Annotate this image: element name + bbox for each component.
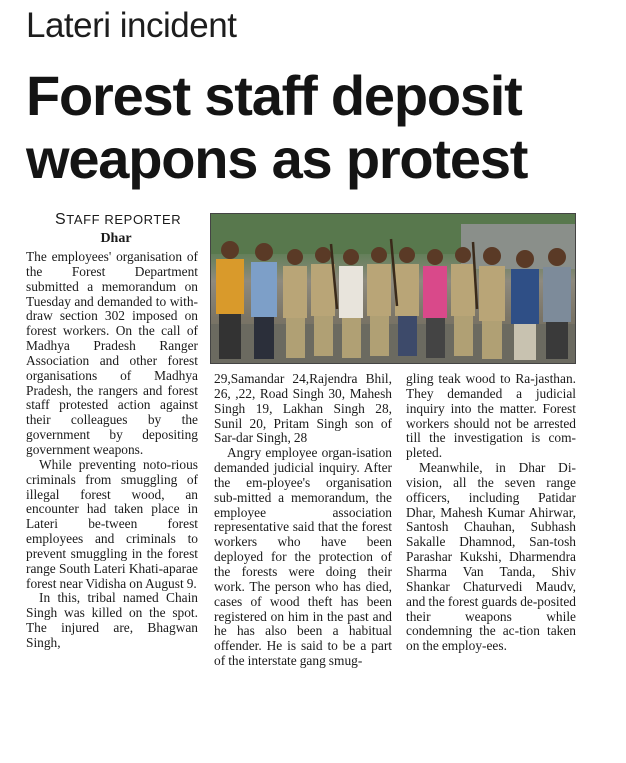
article-column-1 bbox=[26, 250, 198, 651]
headline bbox=[26, 64, 606, 190]
paragraph: gling teak wood to Ra-jasthan. They demanded a judicial inquiry into the matter. Forest workers should not be arrested till the investigation is com-pleted. bbox=[406, 371, 576, 461]
article-column-3 bbox=[406, 372, 576, 654]
paragraph: Meanwhile, in Dhar Di-vision, all the seven range officers, including Patidar Dhar, Mahesh Kumar Ahirwar, Santosh Chauhan, Subhash Sakalle Dhamnod, San-tosh Parashar Kukshi, Dharmendra Sharma Van Tanda, Shiv Shankar Chaturvedi Maudv, and the forest guards de-posited their weapons while condemning the ac-tion taken on the employ-ees. bbox=[406, 460, 576, 654]
dateline: Dhar bbox=[100, 231, 132, 246]
byline: STAFF REPORTER bbox=[55, 211, 182, 228]
news-photo bbox=[210, 213, 576, 364]
paragraph: 29,Samandar 24,Rajendra Bhil, 26, ,22, Road Singh 30, Mahesh Singh 19, Lakhan Singh 28, Sunil 20, Pritam Singh son of Sar-dar Singh, 28 bbox=[214, 371, 392, 446]
paragraph: In this, tribal named Chain Singh was killed on the spot. The injured are, Bhagwan Singh, bbox=[26, 590, 198, 650]
headline-line-1: Forest staff deposit bbox=[26, 64, 522, 127]
article-column-2 bbox=[214, 372, 392, 669]
paragraph: While preventing noto-rious criminals from smuggling of illegal forest wood, an encounter had taken place in Lateri be-tween forest employees and criminals to prevent smuggling in the forest range South Lateri Khati-aparae forest near Vidisha on August 9. bbox=[26, 456, 198, 591]
headline-line-2: weapons as protest bbox=[26, 127, 528, 190]
kicker: Lateri incident bbox=[26, 6, 237, 45]
paragraph: Angry employee organ-isation demanded judicial inquiry. After the em-ployee's organisation sub-mitted a memorandum, the employee association representative said that the forest workers who have been deployed for the protection of the forests were doing their work. The person who has died, cases of wood theft has been registered on him in the past and he has also been a habitual offender. He is said to be a part of the interstate gang smug- bbox=[214, 445, 392, 669]
group-photo-forest-staff-icon bbox=[211, 214, 575, 363]
paragraph: The employees' organisation of the Forest Department submitted a memorandum on Tuesday and demanded to with-draw section 302 imposed on forest workers. On the call of Madhya Pradesh Ranger Association and other forest organisations of Madhya Pradesh, the rangers and forest staff protested action against their colleagues by the government by depositing government weapons. bbox=[26, 249, 198, 457]
